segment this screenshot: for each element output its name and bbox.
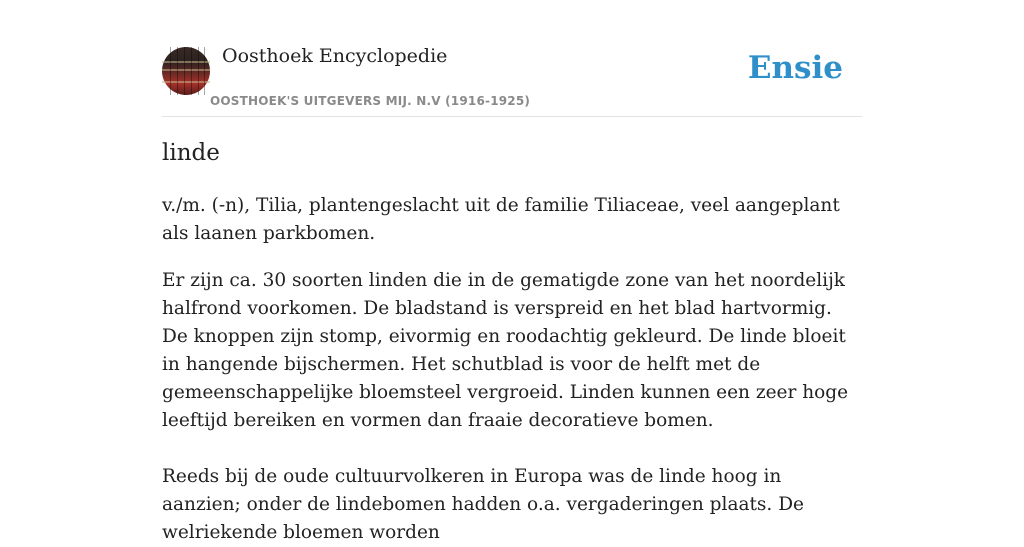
- entry-title: linde: [162, 140, 220, 166]
- entry-paragraph: Er zijn ca. 30 soorten linden die in de gematigde zone van het noordelijk halfrond voorkomen. De bladstand is verspreid en het blad hartvormig. De knoppen zijn stomp, eivormig en roodachtig gekleurd. De linde bloeit in hangende bijschermen. Het schutblad is voor de helft met de gemeenschappelijke bloemsteel vergroeid. Linden kunnen een zeer hoge leeftijd bereiken en vormen dan fraaie decoratieve bomen.: [162, 270, 849, 431]
- entry-paragraph: v./m. (-n), Tilia, plantengeslacht uit de familie Tiliaceae, veel aangeplant als laanen parkbomen.: [162, 195, 840, 244]
- site-title[interactable]: Oosthoek Encyclopedie: [222, 45, 448, 67]
- site-header: [162, 0, 862, 117]
- book-spines-icon[interactable]: [162, 47, 210, 95]
- page-container: [162, 0, 862, 543]
- publisher-label: OOSTHOEK'S UITGEVERS MIJ. N.V (1916-1925): [210, 94, 531, 108]
- ensie-logo[interactable]: Ensie: [747, 50, 843, 86]
- entry-paragraph: Reeds bij de oude cultuurvolkeren in Europa was de linde hoog in aanzien; onder de lindebomen hadden o.a. vergaderingen plaats. De welriekende bloemen worden: [162, 466, 804, 543]
